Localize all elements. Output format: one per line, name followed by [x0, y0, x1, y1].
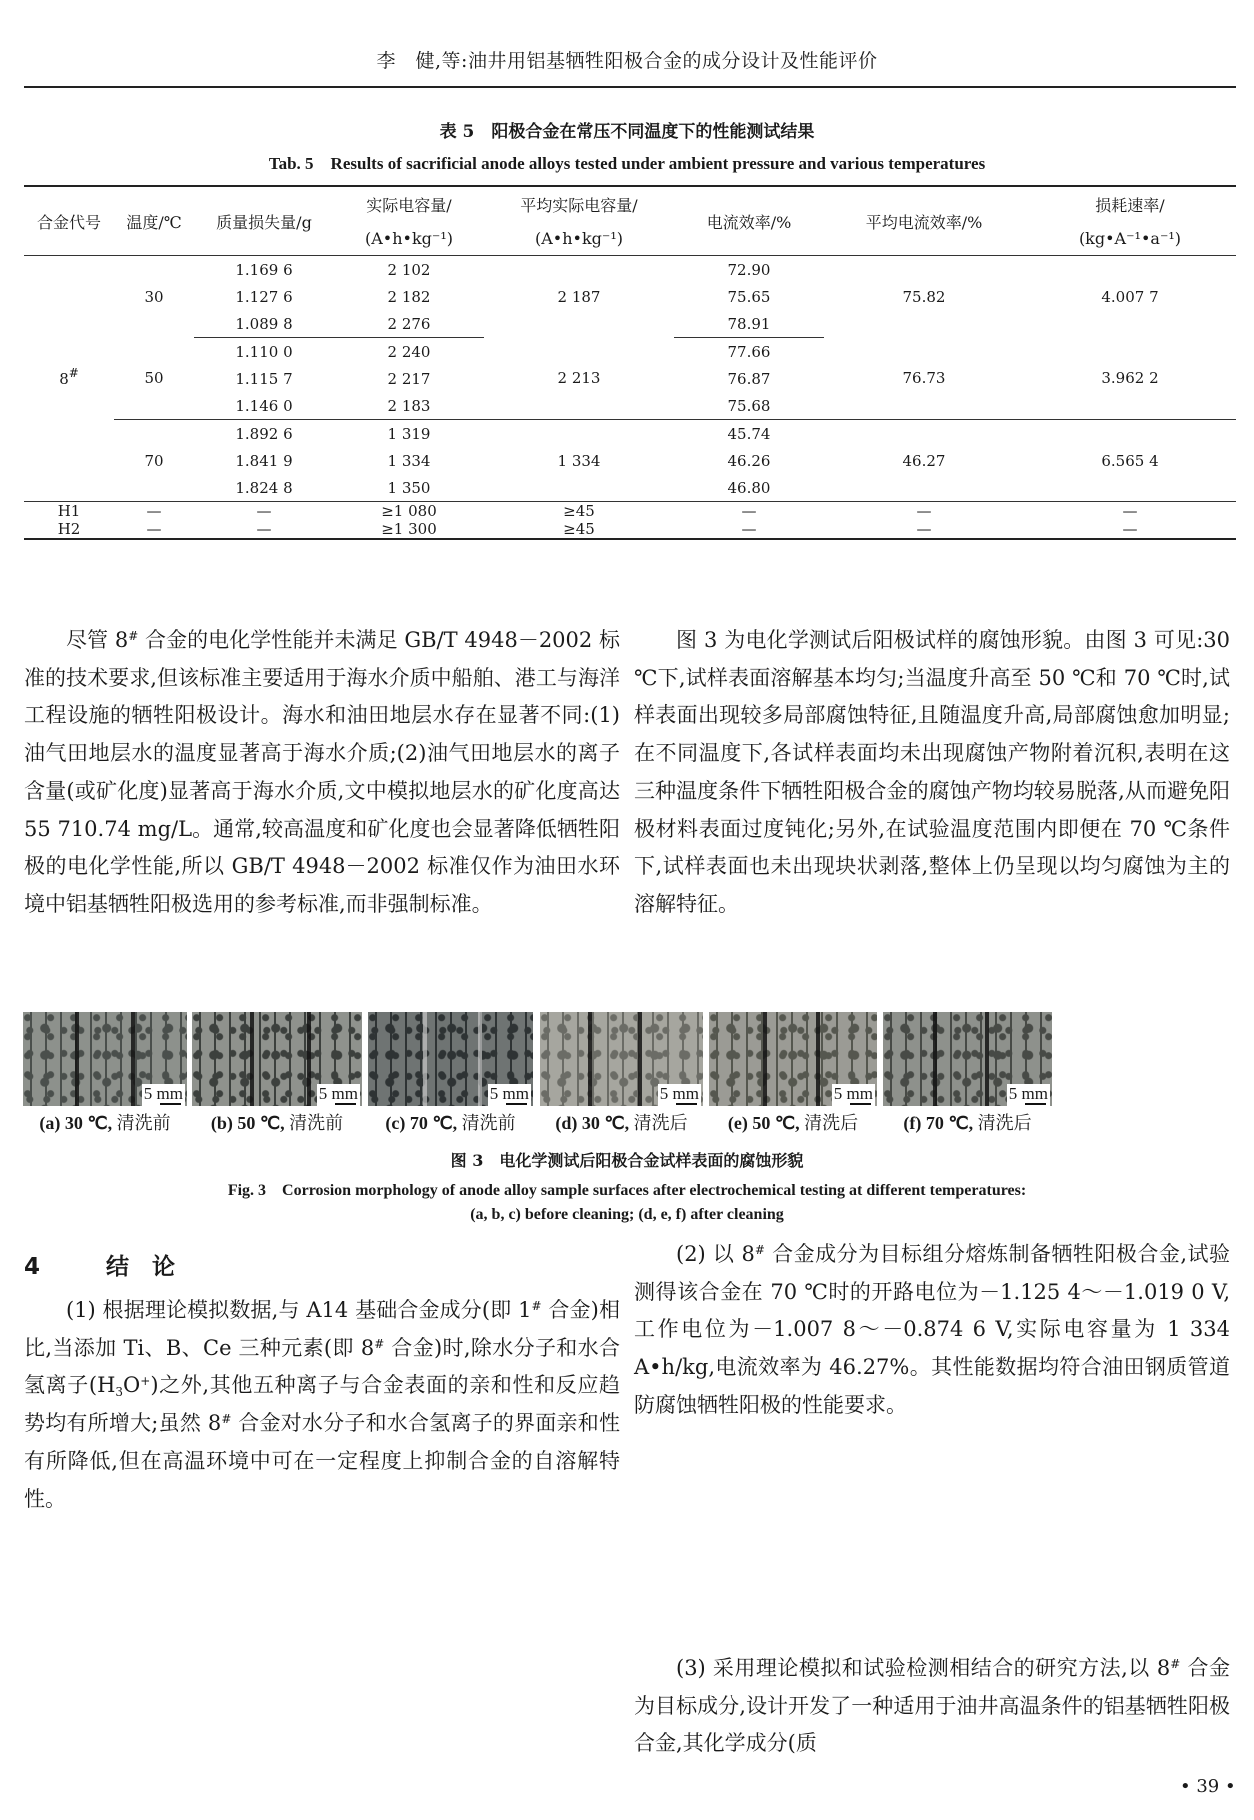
efficiency-cell: 45.74: [727, 424, 771, 443]
temp-cell: 70: [144, 451, 164, 470]
efficiency-cell: 78.91: [674, 310, 824, 338]
mass-loss-cell: 1.127 6: [235, 287, 293, 306]
avg-capacity-cell: 1 334: [557, 451, 601, 470]
text-run: 合金)相比,当添加 Ti、B、Ce 三种元素(即 8: [24, 1298, 621, 1360]
avg-efficiency-cell: 76.73: [824, 338, 1024, 420]
efficiency-cell: 76.87: [727, 369, 771, 388]
label-cn: 清洗后: [977, 1113, 1032, 1133]
panel-label-c: [368, 1109, 533, 1135]
header-avg-capacity: 平均实际电容量/: [520, 195, 638, 215]
mass-loss-cell: —: [256, 520, 272, 538]
photo-panel-b: [192, 1012, 362, 1106]
panel-label-f: [883, 1109, 1052, 1135]
alloy-code: 8: [59, 369, 69, 388]
capacity-cell: ≥1 300: [381, 520, 437, 538]
efficiency-cell: 77.66: [727, 342, 771, 361]
table-row: [24, 338, 1236, 366]
running-head: 李 健,等:油井用铝基牺牲阳极合金的成分设计及性能评价: [376, 50, 878, 72]
figure-caption-cn: 图 3 电化学测试后阳极合金试样表面的腐蚀形貌: [450, 1151, 804, 1170]
table-body: [24, 256, 1236, 502]
capacity-cell: 1 319: [387, 424, 431, 443]
table-standards: [24, 502, 1236, 540]
temp-cell: 30: [144, 287, 164, 306]
conclusion-2: [634, 1236, 1230, 1425]
alloy-cell: [24, 256, 114, 502]
scale-bar: [1007, 1084, 1050, 1106]
header-alloy: 合金代号: [36, 212, 101, 232]
temp-cell: —: [146, 520, 162, 538]
consumption-cell: 3.962 2: [1024, 338, 1236, 420]
efficiency-cell: —: [674, 502, 824, 521]
scale-label: 5 mm: [1008, 1084, 1048, 1103]
table-title-en: Tab. 5 Results of sacrificial anode alloys tested under ambient pressure and various temperatures: [268, 154, 986, 173]
efficiency-cell: —: [741, 520, 757, 538]
table-row: [24, 420, 1236, 448]
efficiency-cell: 72.90: [727, 260, 771, 279]
scale-bar: [832, 1084, 875, 1106]
label-text: (e) 50 ℃,: [727, 1113, 805, 1133]
mass-loss-cell: 1.892 6: [235, 424, 293, 443]
panel-label-e: [709, 1109, 877, 1135]
scale-bar: [142, 1084, 185, 1106]
capacity-cell: ≥1 080: [334, 502, 484, 521]
text-run: (3) 采用理论模拟和试验检测相结合的研究方法,以 8: [676, 1656, 1171, 1680]
panel-label-d: [540, 1109, 703, 1135]
header-consumption: 损耗速率/: [1095, 195, 1165, 215]
table-row: [24, 256, 1236, 284]
panel-label-b: [192, 1109, 362, 1135]
header-avg-capacity-unit: (A•h•kg⁻¹): [534, 228, 623, 248]
mass-loss-cell: 1.110 0: [235, 342, 293, 361]
avg-efficiency-cell: —: [916, 520, 932, 538]
label-cn: 清洗后: [633, 1113, 688, 1133]
header-temp: 温度/℃: [126, 212, 182, 232]
superscript: #: [374, 1336, 385, 1351]
scale-label: 5 mm: [489, 1084, 529, 1103]
photo-panel-f: [883, 1012, 1052, 1106]
superscript: #: [754, 1243, 765, 1257]
label-text: (b) 50 ℃,: [210, 1113, 290, 1133]
label-text: (c) 70 ℃,: [385, 1113, 462, 1133]
capacity-cell: 2 182: [387, 287, 431, 306]
capacity-cell: 2 183: [334, 392, 484, 420]
photo-panel-c: [368, 1012, 533, 1106]
mass-loss-cell: 1.089 8: [194, 310, 334, 338]
label-cn: 清洗前: [116, 1113, 171, 1133]
efficiency-cell: 75.65: [727, 287, 771, 306]
header-consumption-unit: (kg•A⁻¹•a⁻¹): [1078, 228, 1182, 248]
avg-efficiency-cell: —: [824, 502, 1024, 521]
alloy-cell: H2: [57, 520, 81, 538]
subscript: 3: [115, 1385, 124, 1400]
text-run: 合金对水分子和水合氢离子的界面亲和性有所降低,但在高温环境中可在一定程度上抑制合金的自溶解特性。: [24, 1411, 620, 1511]
mass-loss-cell: 1.169 6: [235, 260, 293, 279]
text-run: 合金)时,除水分子和水合氢离子(H: [24, 1335, 621, 1398]
consumption-cell: 4.007 7: [1101, 287, 1159, 306]
efficiency-cell: 46.80: [727, 478, 771, 497]
mass-loss-cell: 1.146 0: [194, 392, 334, 420]
text-run: )之外,其他五种离子与合金表面的亲和性和反应趋势均有所增大;虽然 8: [24, 1373, 620, 1436]
superscript: #: [531, 1299, 542, 1313]
efficiency-cell: 46.26: [727, 451, 771, 470]
avg-efficiency-cell: 46.27: [902, 451, 946, 470]
capacity-cell: 1 334: [387, 451, 431, 470]
scale-bar: [488, 1084, 531, 1106]
text-run: O: [123, 1373, 141, 1398]
header-efficiency: 电流效率/%: [706, 212, 792, 232]
panel-label-a: [23, 1109, 187, 1135]
photo-panel-d: [540, 1012, 703, 1106]
figure-caption-en: Fig. 3 Corrosion morphology of anode alloy sample surfaces after electrochemical testing at different temperatures:: [227, 1182, 1027, 1199]
text-run: 合金的电化学性能并未满足 GB/T 4948－2002 标准的技术要求,但该标准主要适用于海水介质中船舶、港工与海洋工程设施的牺牲阳极设计。海水和油田地层水存在显著不同:(1)油气田地层水的温度显著高于海水介质;(2)油气田地层水的离子含量(或矿化度)显著高于海水介质,文中模拟地层水的矿化度高达 55 710.74 mg/L。通常,较高温度和矿化度也会显著降低牺牲阳极的电化学性能,所以 GB/T 4948－2002 标准仅作为油田水环境中铝基牺牲阳极选用的参考标准,而非强制标准。: [24, 628, 620, 916]
avg-capacity-cell: ≥45: [484, 502, 674, 521]
photo-panel-e: [709, 1012, 877, 1106]
scale-bar: [658, 1084, 701, 1106]
photo-panel-a: [23, 1012, 187, 1106]
label-text: (d) 30 ℃,: [555, 1113, 634, 1133]
superscript: +: [140, 1374, 151, 1389]
mass-loss-cell: 1.841 9: [235, 451, 293, 470]
scale-label: 5 mm: [318, 1084, 358, 1103]
paragraph-left: [24, 622, 620, 924]
table-row-h2: [24, 520, 1236, 539]
text-run: (1) 根据理论模拟数据,与 A14 基础合金成分(即 1: [66, 1298, 532, 1322]
alloy-code-sup: #: [68, 365, 79, 380]
table-title-cn: 表 5 阳极合金在常压不同温度下的性能测试结果: [439, 122, 815, 142]
consumption-cell: —: [1024, 502, 1236, 521]
table-header: [24, 186, 1236, 256]
text-run: (2) 以 8: [676, 1242, 755, 1266]
conclusion-1: [24, 1292, 620, 1518]
section-heading: [24, 1248, 175, 1281]
figure-caption-en-2: (a, b, c) before cleaning; (d, e, f) after cleaning: [470, 1206, 784, 1223]
avg-capacity-cell: 2 187: [557, 287, 601, 306]
avg-capacity-cell: 2 213: [484, 338, 674, 420]
scale-label: 5 mm: [143, 1084, 183, 1103]
scale-label: 5 mm: [833, 1084, 873, 1103]
mass-loss-cell: —: [194, 502, 334, 521]
avg-capacity-cell: ≥45: [563, 520, 595, 538]
section-number: 4: [24, 1254, 41, 1280]
paragraph-right: 图 3 为电化学测试后阳极试样的腐蚀形貌。由图 3 可见:30 ℃下,试样表面溶解基本均匀;当温度升高至 50 ℃和 70 ℃时,试样表面出现较多局部腐蚀特征,且随温度升高,局部腐蚀愈加明显;在不同温度下,各试样表面均未出现腐蚀产物附着沉积,表明在这三种温度条件下牺牲阳极合金的腐蚀产物均较易脱落,从而避免阳极材料表面过度钝化;另外,在试验温度范围内即便在 70 ℃条件下,试样表面也未出现块状剥落,整体上仍呈现以均匀腐蚀为主的溶解特征。: [634, 628, 1230, 916]
capacity-cell: 2 276: [334, 310, 484, 338]
superscript: #: [1170, 1657, 1181, 1671]
label-text: (a) 30 ℃,: [39, 1113, 117, 1133]
text-run: 合金为目标成分,设计开发了一种适用于油井高温条件的铝基牺牲阳极合金,其化学成分(质: [634, 1656, 1230, 1756]
label-cn: 清洗前: [461, 1113, 516, 1133]
header-avg-efficiency: 平均电流效率/%: [865, 212, 983, 232]
capacity-cell: 1 350: [387, 478, 431, 497]
mass-loss-cell: 1.115 7: [235, 369, 293, 388]
mass-loss-cell: 1.824 8: [235, 478, 293, 497]
table-row-h1: [24, 502, 1236, 521]
consumption-cell: 6.565 4: [1101, 451, 1159, 470]
capacity-cell: 2 102: [387, 260, 431, 279]
scale-bar: [317, 1084, 360, 1106]
capacity-cell: 2 240: [387, 342, 431, 361]
header-capacity: 实际电容量/: [366, 195, 452, 215]
capacity-cell: 2 217: [387, 369, 431, 388]
alloy-cell: H1: [24, 502, 114, 521]
results-table: [24, 185, 1236, 540]
label-cn: 清洗前: [289, 1113, 344, 1133]
header-rule: [24, 86, 1236, 88]
consumption-cell: —: [1122, 520, 1138, 538]
superscript: #: [128, 629, 139, 643]
temp-cell: —: [114, 502, 194, 521]
header-capacity-unit: (A•h•kg⁻¹): [364, 228, 453, 248]
text-run: 尽管 8: [66, 628, 129, 652]
superscript: #: [221, 1412, 232, 1427]
avg-efficiency-cell: 75.82: [902, 287, 946, 306]
label-cn: 清洗后: [804, 1113, 859, 1133]
section-title: 结 论: [106, 1254, 176, 1280]
header-mass-loss: 质量损失量/g: [216, 212, 312, 232]
temp-cell: 50: [114, 338, 194, 420]
efficiency-cell: 75.68: [674, 392, 824, 420]
conclusion-3: [634, 1650, 1230, 1763]
page-number: • 39 •: [1180, 1776, 1236, 1797]
label-text: (f) 70 ℃,: [903, 1113, 978, 1133]
text-run: 合金成分为目标组分熔炼制备牺牲阳极合金,试验测得该合金在 70 ℃时的开路电位为－1.125 4～－1.019 0 V,工作电位为－1.007 8～－0.874 6 V,实际电容量为 1 334 A•h/kg,电流效率为 46.27%。其性能数据均符合油田钢质管道防腐蚀牺牲阳极的性能要求。: [634, 1242, 1230, 1417]
scale-label: 5 mm: [659, 1084, 699, 1103]
